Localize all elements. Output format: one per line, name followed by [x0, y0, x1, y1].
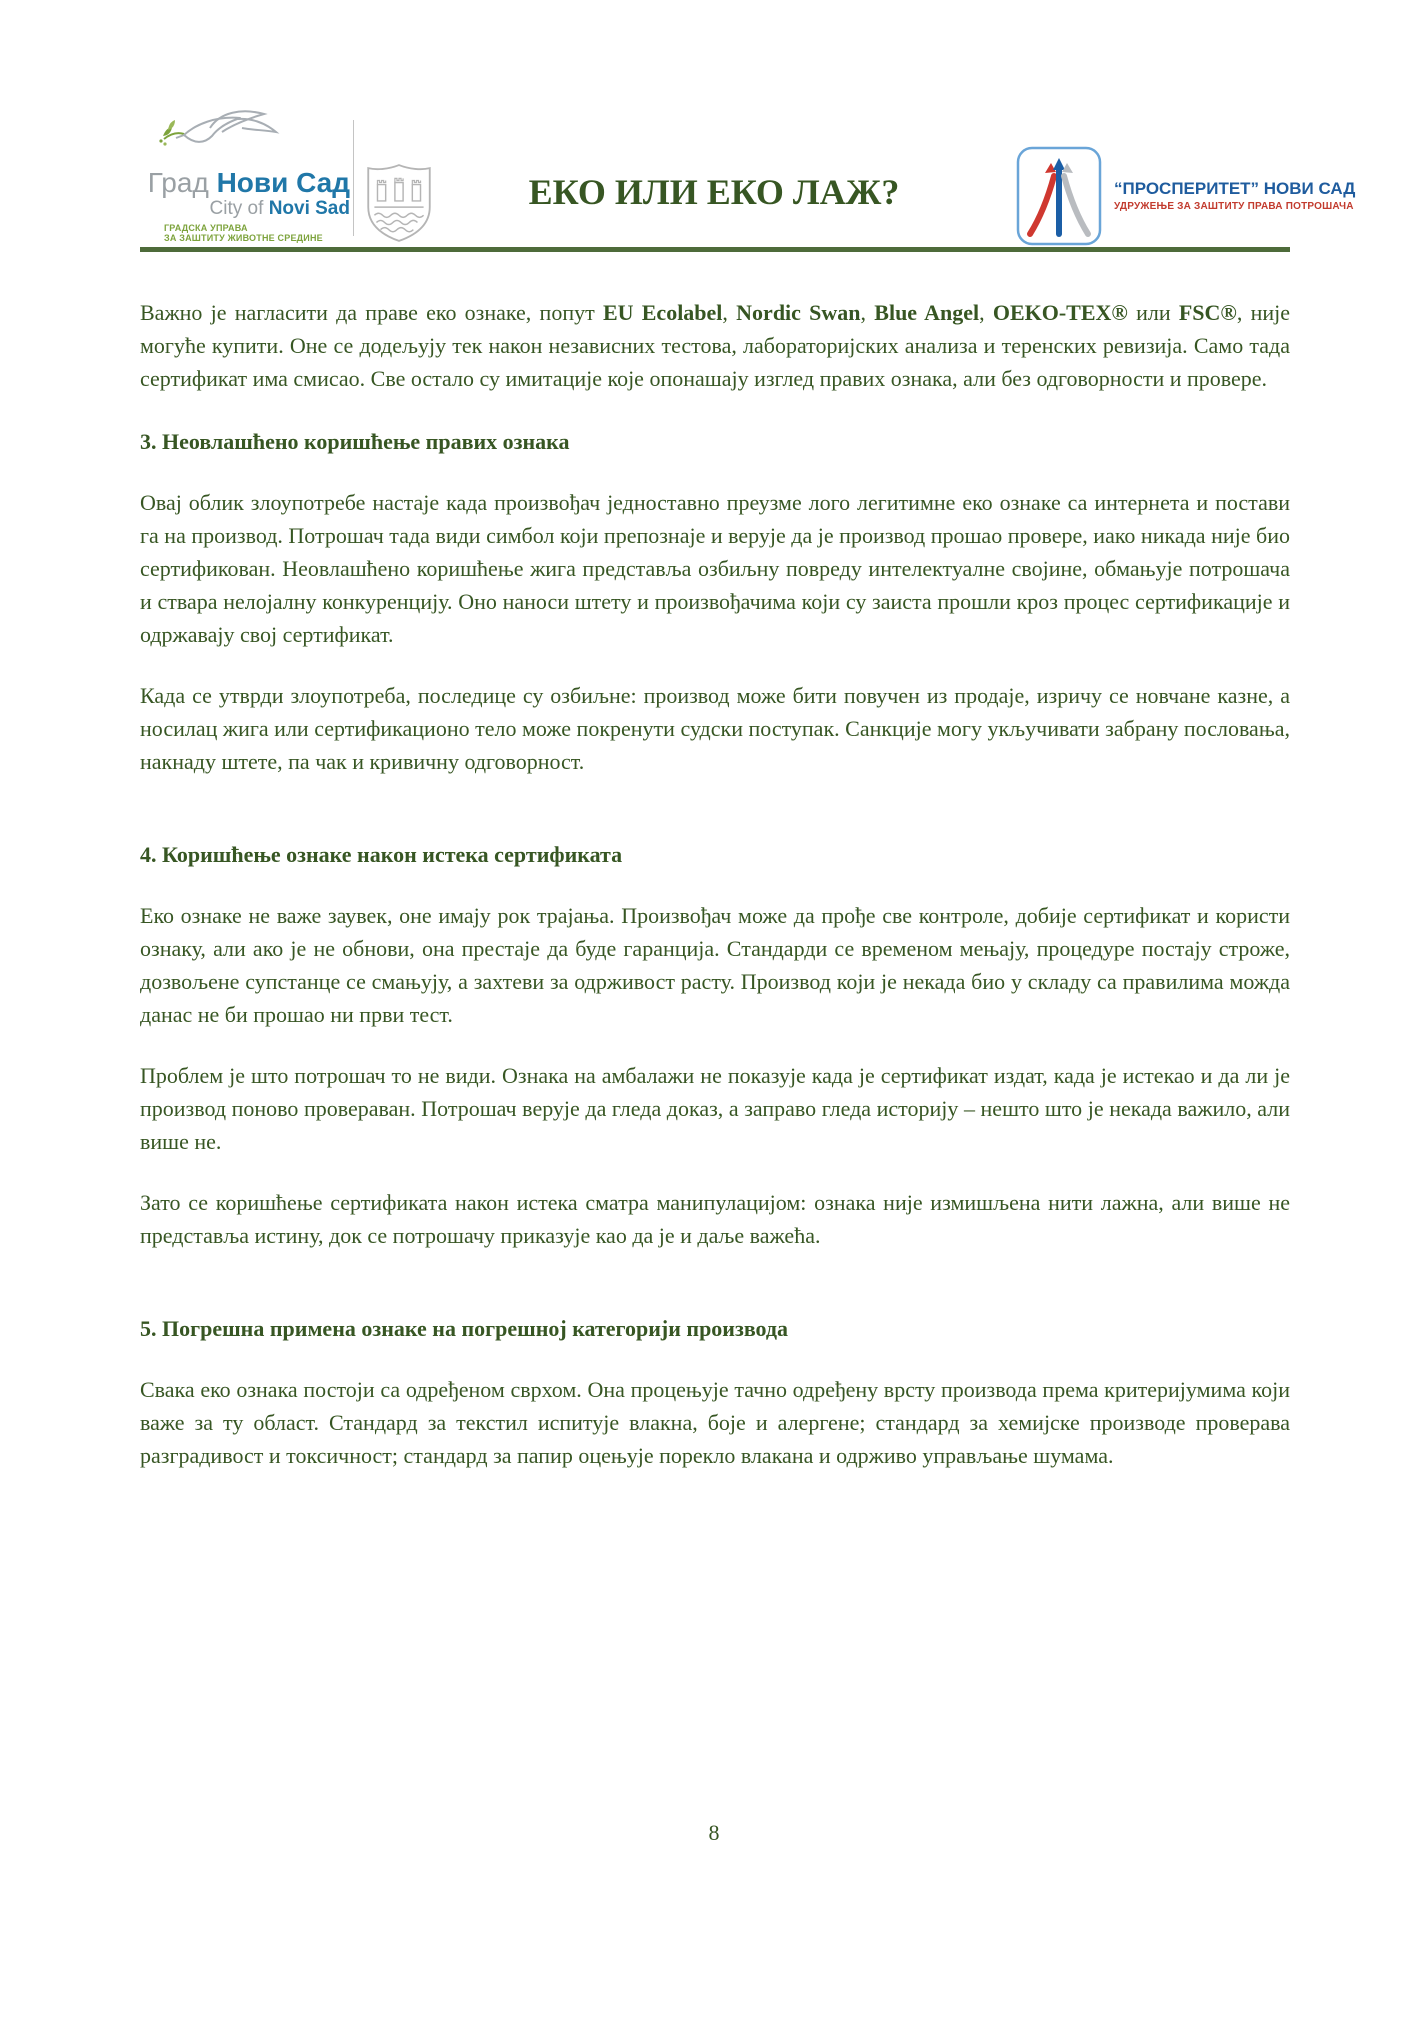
city-department-line2: ЗА ЗАШТИТУ ЖИВОТНЕ СРЕДИНЕ	[164, 233, 323, 243]
p1-bold-eu-ecolabel: EU Ecolabel	[602, 300, 723, 325]
p1-text-3: ,	[860, 300, 875, 325]
paragraph-label-expiry: Еко ознаке не важе заувек, оне имају рок трајања. Произвођач може да прође све контроле, добије сертификат и користи ознаку, али ако је не обнови, она престаје да буде гаранција. Стандарди се временом мењају, процедуре постају строже, дозвољене супстанце се смањују, а захтеви за одрживост расту. Производ који је некада био у складу са правилима можда данас не би прошао ни први тест.	[140, 903, 1290, 1027]
paragraph-expired-cert-manipulation: Зато се коришћење сертификата након истека сматра манипулацијом: ознака није измишљена нити лажна, али више не представља истину, док се потрошачу приказује као да је и даље важећа.	[140, 1190, 1290, 1248]
heading-section-3: 3. Неовлашћено коришћење правих ознака	[140, 429, 570, 454]
header-rule	[140, 247, 1290, 252]
p1-bold-blue-angel: Blue Angel	[874, 300, 980, 325]
p1-bold-oeko-tex: OEKO-TEX®	[992, 300, 1128, 325]
city-department-caption	[164, 223, 350, 243]
document-body	[140, 296, 1290, 1500]
city-department-line1: ГРАДСКА УПРАВА	[164, 223, 248, 233]
p1-bold-fsc: FSC®	[1178, 300, 1237, 325]
dove-olive-branch-icon	[154, 106, 282, 168]
heading-section-4: 4. Коришћење ознаке након истека сертификата	[140, 842, 623, 867]
prosperitet-arrows-icon	[1016, 146, 1102, 246]
paragraph-unauthorized-use: Овај облик злоупотребе настаје када произвођач једноставно преузме лого легитимне еко ознаке са интернета и постави га на производ. Потрошач тада види симбол који препознаје и верује да је производ прошао провере, иако никада није био сертификован. Неовлашћено коришћење жига представља озбиљну повреду интелектуалне својине, обмањује потрошача и ствара нелојалну конкуренцију. Оно наноси штету и произвођачима који су заиста прошли кроз процес сертификације и одржавају свој сертификат.	[140, 490, 1290, 647]
heading-section-5: 5. Погрешна примена ознаке на погрешној категорији производа	[140, 1316, 789, 1341]
paragraph-consequences: Када се утврди злоупотреба, последице су озбиљне: производ може бити повучен из продаје, изричу се новчане казне, а носилац жига или сертификационо тело може покренути судски поступак. Санкције могу укључивати забрану пословања, накнаду штете, па чак и кривичну одговорност.	[140, 683, 1290, 774]
page-number: 8	[708, 1820, 720, 1845]
paragraph-wrong-category: Свака еко ознака постоји са одређеном сврхом. Она процењује тачно одређену врсту производа према критеријумима који важе за ту област. Стандард за текстил испитује влакна, боје и алергене; стандард за хемијске производе проверава разградивост и токсичност; стандард за папир оцењује порекло влакана и одрживо управљање шумама.	[140, 1377, 1290, 1468]
p1-text-1: Важно је нагласити да праве еко ознаке, попут	[140, 300, 603, 325]
prosperitet-logo	[1016, 146, 1355, 246]
prosperitet-subtitle: УДРУЖЕЊЕ ЗА ЗАШТИТУ ПРАВА ПОТРОШАЧА	[1114, 201, 1354, 212]
city-name-serbian-blue: Нови Сад	[216, 167, 350, 198]
paragraph-real-labels	[140, 296, 1290, 395]
prosperitet-name: “ПРОСПЕРИТЕТ” НОВИ САД	[1114, 179, 1356, 198]
page-title: ЕКО ИЛИ ЕКО ЛАЖ?	[528, 172, 900, 212]
paragraph-consumer-cannot-see: Проблем је што потрошач то не види. Ознака на амбалажи не показује када је сертификат издат, када је истекао и да ли је производ поново провераван. Потрошач верује да гледа доказ, а заправо гледа историју – нешто што је некада важило, али више не.	[140, 1063, 1290, 1154]
p1-bold-nordic-swan: Nordic Swan	[736, 300, 861, 325]
p1-text-6: , није могуће купити. Оне се додељују тек након независних тестова, лабораторијских анализа и теренских ревизија. Само тада сертификат има смисао. Све остало су имитације које опонашају изглед правих ознака, али без одговорности и провере.	[140, 300, 1291, 391]
city-name-english-blue: Novi Sad	[268, 198, 350, 219]
p1-text-5: или	[1127, 300, 1179, 325]
p1-text-4: ,	[979, 300, 993, 325]
prosperitet-text	[1114, 179, 1355, 213]
city-name-serbian-gray: Град	[147, 167, 209, 198]
city-name-english-gray: City of	[209, 198, 264, 219]
p1-text-2: ,	[722, 300, 737, 325]
